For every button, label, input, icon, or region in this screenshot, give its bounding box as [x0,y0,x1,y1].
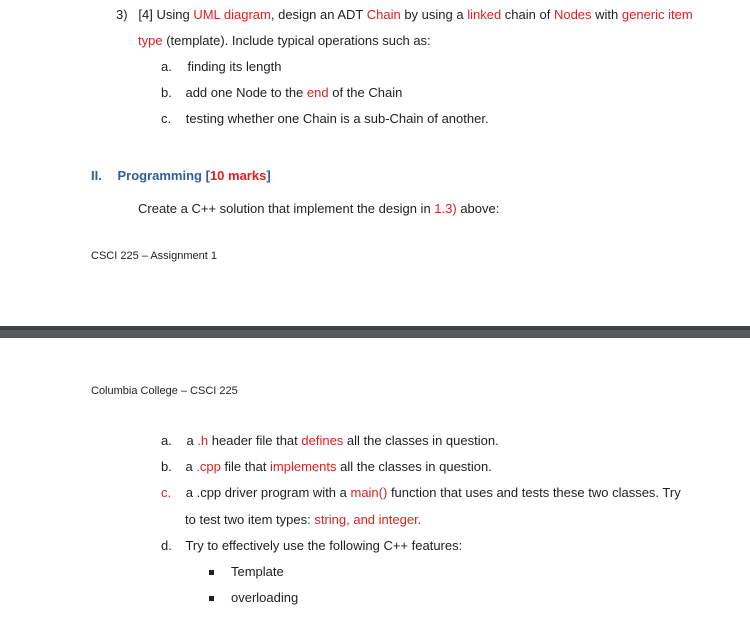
list-item: a. a .h header file that defines all the classes in question. [161,433,499,448]
page-header: Columbia College – CSCI 225 [91,385,238,397]
question-number: 3) [116,7,128,22]
list-item-continuation: to test two item types: string, and integer. [185,512,422,527]
list-item: b. a .cpp file that implements all the classes in question. [161,459,492,474]
programming-intro: Create a C++ solution that implement the design in 1.3) above: [138,201,500,216]
list-item: b. add one Node to the end of the Chain [161,85,403,100]
feature-item: Template [231,564,284,579]
question-3-line-1: 3) [4] Using UML diagram, design an ADT Chain by using a linked chain of Nodes with generic item [116,7,693,22]
list-item: c. testing whether one Chain is a sub-Chain of another. [161,111,489,126]
page-separator [0,326,750,338]
list-item: c. a .cpp driver program with a main() function that uses and tests these two classes. Try [161,485,681,500]
list-item: d. Try to effectively use the following C++ features: [161,538,463,553]
list-item: a. finding its length [161,59,282,74]
question-3-line-2: type (template). Include typical operations such as: [138,33,431,48]
section-heading: II. Programming [10 marks] [91,168,271,183]
bullet-icon [209,596,214,601]
feature-item: overloading [231,590,299,605]
page-footer: CSCI 225 – Assignment 1 [91,250,217,262]
bullet-icon [209,570,214,575]
